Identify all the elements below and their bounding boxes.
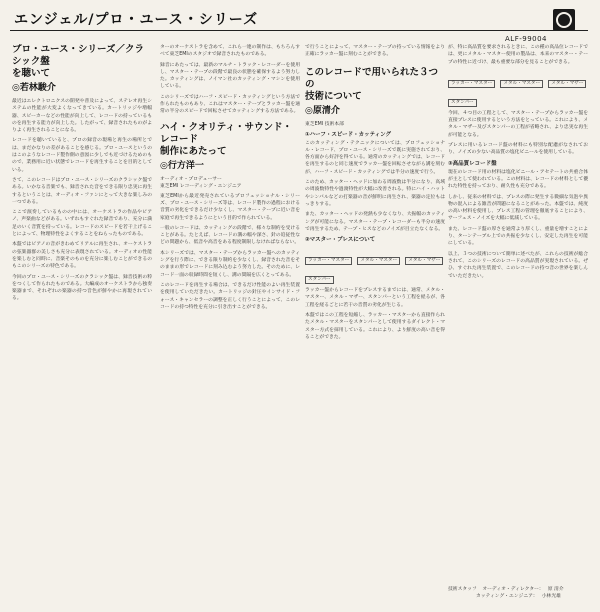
article3-subhead-2: ②マスター・プレスについて [305,237,376,244]
article2-paragraph: 東芝EMIから最近発売されているプロフェッショナル・シリーズ、プロ・ユース・シリーズ等は、レコード製作の過程における音質の劣化をできるだけ少なくし、マスター・テープに近い音を家庭で再生できるようにという目的で作られている。 [160,193,300,221]
article4-paragraph: 今回、４つ目の工程として、マスター・テープからラッカー盤を直接プレスに使用するという方法をとっている。これにより、メタル・マザー及びスタンパーの工程が省略され、より忠実な再生が可能となる。 [448,110,588,138]
process-box: スタンパー [448,99,477,107]
column-1 [12,44,152,604]
catalog-number: ALF-99004 [505,35,548,43]
article4-paragraph: 現在のレコード用の材料は塩化ビニール・アセテートの共重合体が主として使われている。この材料は、レコードの材料として優れた特性を持っており、耐久性も充分である。 [448,169,588,190]
article3-paragraph: このカッティング・テクニックについては、プロフェッショナル・レコード、プロ・ユース・シリーズで既に実施されており、各方面から好評を得ている。通常のカッティングでは、レコードを再生するのと同じ速度でラッカー盤を回転させながら溝を刻むが、ハーフ・スピード・カッティングでは半分の速度で行う。 [305,140,445,175]
article3-title-line2: 技術について [305,90,362,102]
header-title: エンジェル/プロ・ユース・シリーズ [14,12,259,28]
article1-title-line2: を聴いて [12,68,51,79]
article1-title-line1: プロ・ユース・シリーズ／クラシック盤 [12,44,145,67]
article4-paragraph: また、レコード盤の厚さを通常より厚くし、重量を増すことにより、ターンテーブル上での共振を少なくし、安定した再生を可能にしている。 [448,226,588,247]
article4-intro: が、特に高品質を要求されるときに、この種の高品位レコードでは、更にメタル・マスター使用の製品は、本来のマスター・テープの特性に近づけ、最も重要な部分を見ることができる。 [448,45,588,65]
column-2 [160,44,300,604]
article3-role: 東芝EMI 技術本部 [305,121,344,127]
article1-paragraph: レコードを聴いていると、プロの録音の現場と再生の場所とでは、まだかなりの差があることを感じる。プロ・ユースというのはこのようなレコード製作側の意図に少しでも近づけるためのもので、業務用に近い状態でレコードを再生することを目的としている。 [12,138,152,173]
column-4 [448,44,588,604]
process-box: メタル・マスター [500,80,543,88]
article2-paragraph: このレコードを再生する場合は、できるだけ性能のよい再生装置を使用していただきたい。カートリッジの針圧やインサイド・フォース・キャンセラーの調整を正しく行うことによって、このレコードの持つ特性を充分に引き出すことができる。 [160,282,300,310]
article2-title-line1: ハイ・クオリティ・サウンド・レコード [160,121,293,145]
article4-paragraph: しかし、従来の材料では、プレスの際に発生する微細な気泡や異物の混入による雑音が問題になることがあった。本盤では、純度の高い材料を使用し、プレス工程の管理を徹底することにより、サーフェス・ノイズを大幅に低減している。 [448,194,588,222]
angel-logo-icon [553,9,575,31]
article2-intro: ターのオーケストラを含めて、これら一連の制作は、もちろんすべて東芝EMIのスタジオで録音されたものである。 [160,45,300,58]
process-box-row [305,246,445,284]
process-box: スタンパー [305,276,334,284]
article3-paragraph: このため、カッター・ヘッドに加わる周波数は半分になり、高域の周波数特性や過渡特性が大幅に改善される。特にハイ・ハットやシンバルなどの打楽器の音が鮮明に再生され、楽器の定位もはっきりする。 [305,180,445,207]
article3-intro: で行うことによって、マスター・テープの持っている情報をより正確にラッカー盤に刻むことができる。 [305,45,445,58]
credits [448,586,588,600]
article4-subhead-3: ③高品質レコード盤 [448,160,497,167]
article2-title-line2: 制作にあたって [160,145,227,157]
credits-director-role: オーディオ・ディレクター： [482,587,544,592]
article2-paragraph: 本シリーズでは、マスター・テープからラッカー盤へのカッティングを行う際に、できる限り制約を少なくし、録音された音をそのままの形でレコードに刻み込むよう努力した。そのために、レコード一面の収録時間を短くし、溝の間隔を広くとってある。 [160,250,300,278]
process-box: メタル・マザー [548,80,586,88]
article2-title [160,122,300,158]
article3-subhead-1: ①ハーフ・スピード・カッティング [305,131,392,138]
article3-paragraph: また、カッター・ヘッドの発熱も少なくなり、大振幅のカッティングが可能になる。マスター・テープ・レコーダーも半分の速度で再生するため、テープ・ヒスなどのノイズが目立たなくなる。 [305,212,445,232]
article2-paragraph: このシリーズではハーフ・スピード・カッティングという方法で作られたものもあり、これはマスター・テープとラッカー盤を通常の半分のスピードで回転させてカッティングする方法である。 [160,94,300,115]
article1-paragraph: 本盤ではピアノの音がきわめてリアルに再生され、オーケストラの弦楽器群の美しさも充分に表現されている。オーディオの性能を楽しむと同時に、音楽そのものを充分に楽しむことができるのもこのシリーズの特色である。 [12,242,152,270]
credits-label: 技術スタッフ [448,587,477,592]
article3-paragraph: ラッカー盤からレコードをプレスするまでには、通常、メタル・マスター、メタル・マザー、スタンパーという工程を経るが、各工程を経るごとに若干の音質の劣化が生じる。 [305,288,445,308]
credits-engineer: 小林光雄 [541,594,561,599]
article4-paragraph: プレスに用いるレコード盤の材料にも特別な配慮がなされており、ノイズの少ない高品質の塩化ビニールを使用している。 [448,143,588,156]
article1-paragraph: さて、このレコードはプロ・ユース・シリーズのクラシック盤である。いかなる音楽でも、録音された音をできる限り忠実に再生するということは、オーディオ・ファンにとって大きな楽しみの一つである。 [12,177,152,205]
article1-paragraph: ここで演奏しているものの中には、オーケストラの作品やピアノ、声楽曲などがある。いずれもすぐれた録音であり、充分に満足のいく音質を持っている。レコードのスピードを若干上げることによって、物理特性をよくすることをねらったものである。 [12,210,152,238]
article2-paragraph: 録音にあたっては、最新のマルチ・トラック・レコーダーを使用し、マスター・テープの段階で最良の状態を確保するよう努力した。カッティングは、ノイマン社のカッティング・マシンを使用している。 [160,62,300,90]
column-3 [305,44,445,604]
header-rule [10,30,588,31]
article1-paragraph: 最近はエレクトロニクスの開発や普及によって、ステレオ再生システムの性能が大変よくなってきている。カートリッジや増幅器、スピーカーなどの性能が向上して、レコードの持っているものを再生する能力が向上した。したがって、録音されたものがよりよく再生されることになる。 [12,99,152,134]
article2-role: オーディオ・プロデューサー 東芝EMI レコーディング・エンジニア [160,176,242,189]
article3-author: ◎原清介 [305,105,340,116]
process-box: メタル・マスター [357,257,400,265]
process-box: ラッカー・マスター [448,80,495,88]
credits-director: 原 清介 [547,587,564,592]
article3-title [305,67,445,103]
article1-title [12,44,152,80]
article3-title-line1: このレコードで用いられた３つの [305,66,439,90]
process-box: ラッカー・マスター [305,257,352,265]
credits-engineer-role: カッティング・エンジニア： [476,594,538,599]
article1-paragraph: 今回のプロ・ユース・シリーズのクラシック盤は、録音技術の粋をつくして作られたものである。大編成のオーケストラから独奏楽器まで、それぞれの楽器の持つ音色が鮮やかに再現されている。 [12,274,152,302]
article2-paragraph: 一般のレコードは、カッティングの段階で、様々な制約を受けることがある。たとえば、レコードの溝の幅や深さ、針の追従性などの問題から、低音や高音をある程度制限しなければならない。 [160,225,300,246]
process-box-row [448,69,588,107]
article2-author: ◎行方洋一 [160,160,204,171]
process-box: メタル・マザー [405,257,443,265]
article1-author: ◎若林駿介 [12,83,56,93]
article3-paragraph: 本盤ではこの工程を短縮し、ラッカー・マスターから直接作られたメタル・マスターをスタンパーとして使用するダイレクト・マスター方式を採用している。これにより、より鮮度の高い音を得ることができた。 [305,313,445,340]
article4-paragraph: 以上、３つの技術について簡単に述べたが、これらの技術が総合されて、このシリーズのレコードの高品質が実現されている。ぜひ、すぐれた再生装置で、このレコードの持つ音の世界を楽しんでいただきたい。 [448,251,588,279]
